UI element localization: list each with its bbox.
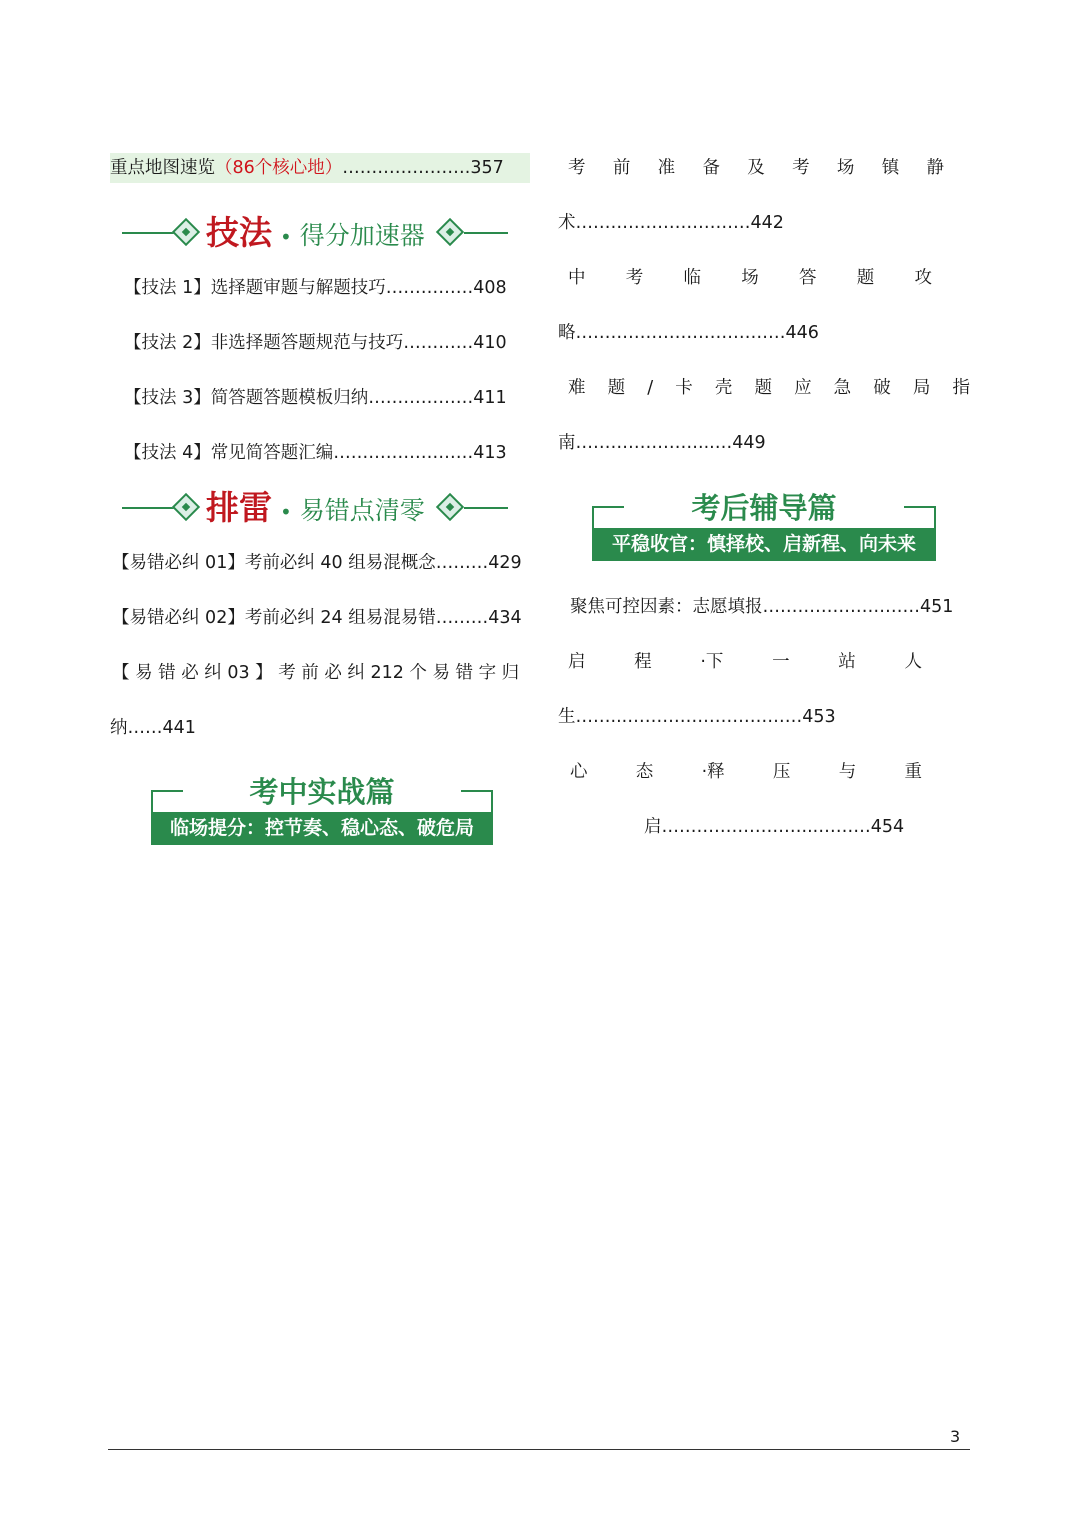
spread-char: 程: [634, 652, 652, 672]
spread-char: 考: [792, 158, 810, 178]
spread-char: 心: [570, 762, 588, 782]
footer-rule: [108, 1449, 970, 1450]
toc-entry-prep-line1[interactable]: [568, 156, 944, 180]
section-title-dot: •: [280, 500, 292, 524]
entry-text: 【技法 3】简答题答题模板归纳………………: [124, 388, 474, 408]
entry-text: 南…………………...…: [558, 433, 733, 453]
page-ref: 411: [473, 388, 507, 408]
spread-char: 答: [799, 268, 817, 288]
section-title: [206, 211, 425, 261]
spread-char: 态: [635, 762, 654, 782]
spread-char: 攻: [914, 268, 932, 288]
spread-char: ·释: [701, 762, 725, 782]
page-ref: 357: [470, 158, 504, 178]
entry-text: 术…………………………: [558, 213, 751, 233]
section-title-dot: •: [280, 225, 292, 249]
section-header-skills: [122, 211, 508, 255]
banner-title: 考后辅导篇: [691, 491, 837, 525]
spread-char: 镇: [881, 158, 900, 178]
spread-char: 备: [702, 158, 720, 178]
entry-text: 纳……: [110, 718, 163, 738]
entry-text: 略………………………………: [558, 323, 786, 343]
entry-text: 【 易 错 必 纠 03 】 考 前 必 纠 212 个 易 错 字 归: [112, 663, 520, 683]
toc-entry-map-title: 重点地图速览: [110, 158, 215, 178]
spread-char: 场: [836, 158, 855, 178]
header-rule-left: [122, 232, 174, 234]
toc-entry-mistake-2[interactable]: [112, 606, 522, 630]
toc-entry-next-line2[interactable]: [558, 705, 836, 729]
entry-text: 启……………………...………: [644, 817, 871, 837]
entry-text: 【技法 4】常见简答题汇编……………………: [124, 443, 474, 463]
toc-entry-onsite-line2[interactable]: [558, 321, 819, 345]
header-rule-right: [464, 507, 508, 509]
banner-title: 考中实战篇: [249, 775, 395, 809]
spread-char: 题: [754, 378, 772, 398]
toc-entry-hard-line2[interactable]: [558, 431, 766, 455]
spread-char: 急: [833, 378, 852, 398]
page-ref: 442: [750, 213, 784, 233]
page-number: 3: [950, 1427, 961, 1446]
section-title-main: 排雷: [206, 488, 272, 527]
toc-entry-skill-1[interactable]: [124, 276, 507, 300]
toc-entry-skill-3[interactable]: [124, 386, 507, 410]
header-rule-left: [122, 507, 174, 509]
spread-char: 前: [612, 158, 631, 178]
spread-char: 题: [856, 268, 875, 288]
toc-entry-map[interactable]: [110, 153, 530, 183]
page-ref: 408: [473, 278, 507, 298]
toc-entry-mistake-3-line2[interactable]: [110, 716, 196, 740]
page-ref: 434: [488, 608, 522, 628]
spread-char: 启: [568, 652, 586, 672]
banner-subtitle: 平稳收官：慎择校、启新程、向未来: [592, 528, 936, 561]
spread-char: 一: [772, 652, 790, 672]
section-subtitle: 得分加速器: [299, 221, 425, 250]
leader-dots: ………………….: [342, 158, 471, 178]
spread-char: 考: [625, 268, 644, 288]
toc-entry-mistake-3-line1[interactable]: [112, 661, 519, 685]
spread-char: 静: [926, 158, 944, 178]
toc-entry-onsite-line1[interactable]: [568, 266, 932, 290]
entry-text: 【易错必纠 01】考前必纠 40 组易混概念………: [112, 553, 489, 573]
banner-after-exam: [592, 488, 936, 566]
toc-entry-mind-line1[interactable]: [570, 760, 922, 784]
entry-text: 【技法 1】选择题审题与解题技巧……………: [124, 278, 474, 298]
entry-text: 【易错必纠 02】考前必纠 24 组易混易错………: [112, 608, 489, 628]
entry-text: 生……...…………………………: [558, 707, 803, 727]
spread-char: ·下: [700, 652, 724, 672]
section-title: [206, 486, 425, 536]
banner-subtitle: 临场提分：控节奏、稳心态、破危局: [151, 812, 493, 845]
spread-char: 题: [607, 378, 626, 398]
spread-char: 场: [741, 268, 759, 288]
spread-char: 局: [912, 378, 931, 398]
page-ref: 429: [488, 553, 522, 573]
spread-char: 考: [568, 158, 586, 178]
toc-entry-hard-line1[interactable]: [568, 376, 970, 400]
diamond-icon: [172, 218, 200, 246]
entry-text: 聚焦可控因素：志愿填报………………………: [570, 597, 920, 617]
spread-char: 应: [794, 378, 812, 398]
page-ref: 410: [473, 333, 507, 353]
spread-char: 破: [873, 378, 891, 398]
spread-char: 与: [838, 762, 857, 782]
diamond-icon: [436, 218, 464, 246]
spread-char: 难: [568, 378, 586, 398]
toc-entry-skill-2[interactable]: [124, 331, 507, 355]
toc-entry-next-line1[interactable]: [568, 650, 922, 674]
spread-char: 壳: [714, 378, 733, 398]
diamond-icon: [172, 493, 200, 521]
section-header-mines: [122, 486, 508, 530]
spread-char: 准: [657, 158, 676, 178]
spread-char: /: [647, 378, 654, 398]
toc-entry-map-highlight: （86个核心地）: [215, 158, 343, 178]
spread-char: 压: [772, 762, 791, 782]
page-ref: 441: [162, 718, 196, 738]
spread-char: 中: [568, 268, 586, 288]
toc-entry-prep-line2[interactable]: [558, 211, 784, 235]
section-subtitle: 易错点清零: [299, 496, 425, 525]
page-ref: 454: [870, 817, 905, 837]
banner-in-exam: [151, 772, 493, 850]
section-title-main: 技法: [206, 213, 272, 252]
spread-char: 重: [904, 762, 922, 782]
page-ref: 453: [802, 707, 836, 727]
diamond-icon: [436, 493, 464, 521]
spread-char: 卡: [675, 378, 693, 398]
spread-char: 人: [904, 652, 922, 672]
toc-entry-mistake-1[interactable]: [112, 551, 522, 575]
spread-char: 站: [838, 652, 856, 672]
toc-entry-focus[interactable]: [570, 595, 953, 619]
spread-char: 指: [952, 378, 970, 398]
toc-entry-skill-4[interactable]: [124, 441, 507, 465]
page-ref: 446: [785, 323, 819, 343]
page-ref: 413: [473, 443, 507, 463]
spread-char: 及: [747, 158, 765, 178]
toc-entry-mind-line2[interactable]: [644, 815, 904, 839]
entry-text: 【技法 2】非选择题答题规范与技巧…………: [124, 333, 474, 353]
spread-char: 临: [683, 268, 701, 288]
page-ref: 451: [920, 597, 954, 617]
page-ref: 449: [732, 433, 766, 453]
header-rule-right: [464, 232, 508, 234]
